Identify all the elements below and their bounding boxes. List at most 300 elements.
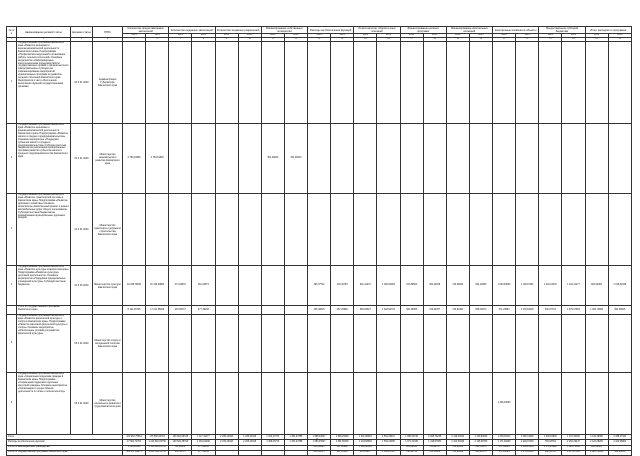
value-cell: [146, 42, 169, 124]
row-number: 3: [7, 194, 17, 266]
year-header: 2015: [238, 34, 261, 38]
total-value-cell: 2 149,30014: [446, 435, 469, 440]
value-cell: [585, 42, 608, 124]
value-cell: [284, 373, 307, 435]
total-value-cell: 898,33973: [469, 445, 492, 450]
column-number: 5: [123, 38, 146, 42]
value-cell: [261, 194, 284, 266]
value-cell: [331, 124, 354, 194]
value-cell: [493, 124, 516, 194]
total-value-cell: 1 068,31000: [516, 435, 539, 440]
value-cell: 8 121,35745: [123, 306, 146, 315]
value-cell: 723,94452: [446, 306, 469, 315]
total-value-cell: 467,20986: [331, 450, 354, 455]
total-value-cell: 17 562,72700: [123, 440, 146, 445]
value-cell: [539, 194, 562, 266]
total-value-cell: 1 171,20000: [493, 440, 516, 445]
value-cell: 1 122,41477: [562, 266, 585, 306]
row-executor: Министерство социального развития и труда Камчатского края: [93, 373, 123, 435]
total-value-cell: 1 564,28401: [377, 435, 400, 440]
total-value-cell: 477,39158: [192, 450, 215, 455]
row-name: Государственная программа Камчатского края «Развитие транспортной системы в Камчатском крае» Подпрограмма «Развитие дорожного хозяйства» Основное мероприятие «Капитальный ремонт и ремонт автомобильных дорог общего пользования» Субсидии местным бюджетам на формирование муниципальных дорожных фондов: [17, 194, 71, 266]
value-cell: [469, 315, 492, 373]
total-value-cell: 1 235,93113: [493, 435, 516, 440]
total-value-cell: 1 102,50440: [446, 440, 469, 445]
value-cell: [608, 42, 631, 124]
value-cell: [331, 315, 354, 373]
total-value-cell: 1 588,42827: [308, 435, 331, 440]
value-cell: 2 784,61839: [123, 124, 146, 194]
total-value-cell: 1 071,31345: [400, 440, 423, 445]
value-cell: [238, 315, 261, 373]
year-header: 2014: [308, 34, 331, 38]
value-cell: [400, 315, 423, 373]
total-row: [7, 450, 632, 455]
total-value-cell: 1 361,27388: [284, 440, 307, 445]
value-cell: 831,29256: [469, 266, 492, 306]
total-value-cell: 1 583,45527: [308, 440, 331, 445]
total-value-cell: 1 591,55436: [331, 440, 354, 445]
value-cell: [539, 124, 562, 194]
row-code: 05 3 01 4040: [71, 315, 93, 373]
total-value-cell: 1 149 820,20710: [146, 445, 169, 450]
table-row: [7, 373, 632, 435]
row-name: Итого по государственной программе Камчатского края: [17, 306, 71, 315]
value-cell: [354, 315, 377, 373]
total-value-cell: 1 314,37273: [261, 435, 284, 440]
total-value-cell: 1 103,68384: [354, 440, 377, 445]
value-cell: 302,07743: [539, 306, 562, 315]
value-cell: [238, 306, 261, 315]
total-value-cell: 6 628,76238: [423, 435, 446, 440]
total-value-cell: 20,00000: [169, 445, 192, 450]
column-number: 6: [146, 38, 169, 42]
total-value-cell: 728,94452: [446, 445, 469, 450]
value-cell: [331, 42, 354, 124]
total-value-cell: 1 197,36160: [562, 435, 585, 440]
year-header: 2014: [446, 34, 469, 38]
value-cell: [446, 42, 469, 124]
column-number: 12: [284, 38, 307, 42]
value-cell: [446, 373, 469, 435]
row-executor: Министерство транспорта и дорожного строительства Камчатского края: [93, 194, 123, 266]
value-cell: [169, 124, 192, 194]
value-cell: [585, 124, 608, 194]
total-value-cell: 992,03743: [539, 450, 562, 455]
row-executor: Министерство культуры Камчатского края: [93, 266, 123, 306]
value-cell: 467,20986: [331, 306, 354, 315]
value-cell: [123, 194, 146, 266]
total-value-cell: 655,04217: [354, 450, 377, 455]
table-header: [7, 27, 632, 42]
total-value-cell: 1 245 024,32735: [146, 450, 169, 455]
total-value-cell: 1 093,23722: [377, 450, 400, 455]
total-value-cell: 1 225,44018: [238, 435, 261, 440]
value-cell: [308, 194, 331, 266]
year-header: 2014: [354, 34, 377, 38]
value-cell: [192, 373, 215, 435]
value-cell: 1 424,34476: [539, 266, 562, 306]
value-cell: 391,41237: [354, 266, 377, 306]
total-value-cell: [284, 450, 307, 455]
total-value-cell: 1 240,81840: [539, 435, 562, 440]
value-cell: 351,46000: [261, 124, 284, 194]
value-cell: [123, 42, 146, 124]
total-value-cell: 2 215,44018: [215, 440, 238, 445]
value-cell: [238, 124, 261, 194]
value-cell: [238, 42, 261, 124]
value-cell: [215, 373, 238, 435]
value-cell: [284, 266, 307, 306]
value-cell: [539, 42, 562, 124]
total-value-cell: 1 064,02490: [192, 440, 215, 445]
value-cell: 435,40815: [308, 306, 331, 315]
value-cell: [284, 194, 307, 266]
column-number: 7: [169, 38, 192, 42]
value-cell: [469, 42, 492, 124]
value-cell: [516, 194, 539, 266]
table-row: [7, 42, 632, 124]
value-cell: [562, 124, 585, 194]
total-value-cell: [238, 450, 261, 455]
value-cell: [238, 373, 261, 435]
value-cell: [215, 306, 238, 315]
total-value-cell: 2 225,44818: [238, 440, 261, 445]
value-cell: [261, 373, 284, 435]
value-cell: [516, 42, 539, 124]
value-cell: 1 002,52383: [377, 266, 400, 306]
value-cell: 732,96944: [446, 266, 469, 306]
total-value-cell: 1 009,20320: [123, 445, 146, 450]
column-number: 15: [354, 38, 377, 42]
row-code: 03 3 01 4040: [71, 124, 93, 194]
total-value-cell: 1 011,88394: [354, 435, 377, 440]
value-cell: [446, 315, 469, 373]
value-cell: [238, 194, 261, 266]
year-header: 2014: [123, 34, 146, 38]
row-number: [7, 306, 17, 315]
year-header: 2015: [192, 34, 215, 38]
header-group: Количество выданных заключений: [169, 27, 215, 34]
page-number: 2: [316, 437, 318, 441]
value-cell: [493, 42, 516, 124]
total-value-cell: 1 130,90000: [469, 435, 492, 440]
value-cell: [377, 124, 400, 194]
column-number: 24: [562, 38, 585, 42]
row-number: 1: [7, 42, 17, 124]
value-cell: [493, 194, 516, 266]
value-cell: [261, 315, 284, 373]
value-cell: [516, 315, 539, 373]
total-value-cell: 156 504,56728: [169, 435, 192, 440]
total-value-cell: 435,40825: [308, 445, 331, 450]
year-header: 2015: [146, 34, 169, 38]
value-cell: 435,37742: [308, 266, 331, 306]
value-cell: [261, 306, 284, 315]
value-cell: 351,46000: [284, 124, 307, 194]
total-value-cell: 435,40815: [308, 450, 331, 455]
year-header: 2015: [377, 34, 400, 38]
value-cell: [516, 124, 539, 194]
year-header: 2015: [284, 34, 307, 38]
value-cell: [562, 373, 585, 435]
total-value-cell: 2 122,28200: [585, 440, 608, 445]
row-number: 5: [7, 315, 17, 373]
total-value-cell: 4 102,95900: [608, 440, 631, 445]
year-header: 2014: [169, 34, 192, 38]
header-group: Финансирование капитальных вложений: [446, 27, 492, 34]
header-group: Предоставление субсидий бюджетам: [539, 27, 585, 34]
value-cell: [215, 194, 238, 266]
value-cell: 17 211,35260: [146, 306, 169, 315]
value-cell: [400, 194, 423, 266]
value-cell: [192, 124, 215, 194]
value-cell: 923,62081: [585, 266, 608, 306]
value-cell: 10 148,29854: [146, 266, 169, 306]
column-number: 2: [17, 38, 71, 42]
year-header: 2015: [331, 34, 354, 38]
header-group: Уплата налогов, сборов и иных платежей: [354, 27, 400, 34]
value-cell: 1 128,97461: [516, 266, 539, 306]
row-code: 06 0 01 4040: [71, 373, 93, 435]
value-cell: [308, 42, 331, 124]
value-cell: [308, 315, 331, 373]
header-num: № п/п: [7, 27, 17, 38]
total-value-cell: 477,39158: [192, 445, 215, 450]
total-value-cell: 868,22973: [469, 450, 492, 455]
column-number: 17: [400, 38, 423, 42]
value-cell: 2 784,61839: [146, 124, 169, 194]
value-cell: 858,33973: [469, 306, 492, 315]
value-cell: [539, 373, 562, 435]
header-group: Расходы на обеспечение функций: [308, 27, 354, 34]
column-number: 14: [331, 38, 354, 42]
total-value-cell: 4 338,37164: [608, 435, 631, 440]
value-cell: [585, 315, 608, 373]
value-cell: 1 019,52128: [608, 266, 631, 306]
total-value-cell: 1 218,37400: [516, 440, 539, 445]
total-value-cell: 1 118,80385: [354, 445, 377, 450]
column-number: 10: [238, 38, 261, 42]
total-value-cell: 2 254,19447: [562, 440, 585, 445]
row-name: Государственная программа Камчатского края «Развитие культуры в Камчатском крае» Подпрограмма «Развитие культурно-досуговой деятельности» Основное мероприятие «Поддержка муниципальных учреждений культуры» Субсидии местным бюджетам: [17, 266, 71, 306]
value-cell: [377, 42, 400, 124]
value-cell: [169, 194, 192, 266]
value-cell: 361,22872: [192, 266, 215, 306]
header-group: Итого расходов по программе: [585, 27, 632, 34]
header-group: Количество выданных разрешений: [216, 28, 260, 32]
year-header: 2014: [400, 34, 423, 38]
budget-table: [6, 26, 632, 456]
value-cell: 1 279,63403: [516, 306, 539, 315]
row-name: Государственная программа Камчатского края «Развитие физической культуры и спорта в Камчатском крае» Подпрограмма «Развитие массовой физической культуры и спорта» Основное мероприятие «Обеспечение условий для развития физической культуры»: [17, 315, 71, 373]
value-cell: [354, 194, 377, 266]
total-value-cell: 723,62747: [423, 445, 446, 450]
column-number: 13: [308, 38, 331, 42]
header-executor: ГРБС: [93, 27, 123, 38]
column-number: 8: [192, 38, 215, 42]
value-cell: [469, 124, 492, 194]
row-executor: [93, 306, 123, 315]
column-number: 3: [71, 38, 93, 42]
value-cell: [284, 306, 307, 315]
column-number: 19: [446, 38, 469, 42]
value-cell: 477,39158: [192, 306, 215, 315]
column-number: 1: [7, 38, 17, 42]
total-value-cell: 1 219 810,00750: [146, 440, 169, 445]
value-cell: 722,89594: [400, 266, 423, 306]
total-value-cell: 796,44753: [400, 450, 423, 455]
total-value-cell: 1 218,57830: [423, 440, 446, 445]
table-body: [7, 42, 632, 456]
value-cell: [261, 266, 284, 306]
total-value-cell: 1 023,74659: [562, 445, 585, 450]
year-header: 2015: [562, 34, 585, 38]
value-cell: [123, 373, 146, 435]
total-label: Итого по межбюджетным трансфертам: [7, 445, 123, 450]
total-value-cell: 1 172,23860: [539, 445, 562, 450]
column-number: 21: [493, 38, 516, 42]
column-number: 18: [423, 38, 446, 42]
value-cell: [238, 266, 261, 306]
value-cell: [215, 124, 238, 194]
row-code: 04 0 01 4040: [71, 194, 93, 266]
header-group: Капитальные вложения в объекты: [493, 27, 539, 34]
total-value-cell: 291,56747: [169, 450, 192, 455]
value-cell: [423, 373, 446, 435]
row-executor: Администрация Губернатора Камчатского края: [93, 42, 123, 124]
value-cell: 1 003,93030: [493, 266, 516, 306]
column-number: 26: [608, 38, 631, 42]
row-code: 03 0 01 4040: [71, 42, 93, 124]
value-cell: [169, 315, 192, 373]
year-header: 2015: [608, 34, 631, 38]
value-cell: [516, 373, 539, 435]
total-value-cell: [215, 450, 238, 455]
value-cell: 1 075,97663: [562, 306, 585, 315]
value-cell: [261, 42, 284, 124]
total-value-cell: 471,23894: [493, 450, 516, 455]
total-value-cell: 1 096,52745: [400, 435, 423, 440]
row-number: 2: [7, 124, 17, 194]
total-label: Итого: [7, 435, 123, 440]
total-value-cell: 1 361,27388: [284, 435, 307, 440]
total-value-cell: 1 117,19177: [192, 435, 215, 440]
total-label: Расходы на обеспечение функций: [7, 440, 123, 445]
value-cell: 993,28525: [608, 306, 631, 315]
column-number: 25: [585, 38, 608, 42]
value-cell: [354, 373, 377, 435]
row-name: Государственная программа Камчатского края «Социальная поддержка граждан в Камчатском крае» Подпрограмма «Социальная поддержка отдельных категорий граждан» Основное мероприятие «Организация и осуществление деятельности по опеке и попечительству»: [17, 373, 71, 435]
value-cell: [493, 315, 516, 373]
value-cell: [423, 124, 446, 194]
header-group: Финансирование собственных полномочий: [261, 27, 307, 34]
total-value-cell: 175 560,63718: [146, 435, 169, 440]
header-name: Наименование целевой статьи: [17, 27, 71, 38]
value-cell: [377, 194, 400, 266]
value-cell: [192, 194, 215, 266]
value-cell: 1 323,94723: [377, 306, 400, 315]
value-cell: [400, 42, 423, 124]
total-value-cell: 2 125,38700: [469, 440, 492, 445]
value-cell: [331, 194, 354, 266]
value-cell: 723,62787: [423, 306, 446, 315]
row-name: Государственная программа Камчатского края «Развитие экономики и внешнеэкономической деятельности Камчатского края» Подпрограмма «Развитие малого и среднего предпринимательства» Основное мероприятие «Поддержка субъектов малого и среднего предпринимательства» Субсидии местным бюджетам на реализацию муниципальных программ развития субъектов малого и среднего предпринимательства Камчатского края: [17, 124, 71, 194]
value-cell: [308, 124, 331, 194]
value-cell: [446, 124, 469, 194]
total-value-cell: 467,20986: [331, 445, 354, 450]
value-cell: [331, 373, 354, 435]
value-cell: [608, 194, 631, 266]
value-cell: [446, 194, 469, 266]
column-number: 20: [469, 38, 492, 42]
value-cell: [608, 124, 631, 194]
year-header: 2014: [215, 34, 238, 38]
value-cell: 291,56747: [169, 306, 192, 315]
table-row: [7, 266, 632, 306]
value-cell: [423, 194, 446, 266]
year-header: 2014: [585, 34, 608, 38]
value-cell: [562, 42, 585, 124]
total-value-cell: 4 129,38300: [585, 435, 608, 440]
total-value-cell: 1 089,23630: [516, 445, 539, 450]
value-cell: [146, 315, 169, 373]
value-cell: [423, 42, 446, 124]
value-cell: [539, 315, 562, 373]
value-cell: 364,42168: [423, 266, 446, 306]
value-cell: [562, 194, 585, 266]
value-cell: [469, 373, 492, 435]
value-cell: [169, 373, 192, 435]
table-row: [7, 306, 632, 315]
value-cell: [354, 42, 377, 124]
column-number: 22: [516, 38, 539, 42]
value-cell: 471,23894: [493, 306, 516, 315]
value-cell: [400, 373, 423, 435]
header-group: Количество предоставляемых заключений: [123, 27, 169, 34]
year-header: 2015: [469, 34, 492, 38]
total-value-cell: [261, 450, 284, 455]
total-value-cell: 728,00952: [423, 450, 446, 455]
value-cell: [192, 315, 215, 373]
value-cell: [354, 124, 377, 194]
total-value-cell: 784,03784: [539, 440, 562, 445]
value-cell: [423, 315, 446, 373]
value-cell: [585, 194, 608, 266]
value-cell: [377, 373, 400, 435]
value-cell: [146, 194, 169, 266]
total-value-cell: 461,82830: [400, 445, 423, 450]
table-row: [7, 194, 632, 266]
row-number: 6: [7, 373, 17, 435]
total-value-cell: 2 235,44018: [215, 435, 238, 440]
row-number: 4: [7, 266, 17, 306]
value-cell: [377, 315, 400, 373]
value-cell: 471,09070: [169, 266, 192, 306]
column-number: 23: [539, 38, 562, 42]
value-cell: [608, 315, 631, 373]
total-label: Итого по государственной программе Камчатского края: [7, 450, 123, 455]
column-number: 11: [261, 38, 284, 42]
value-cell: 1 225,03000: [493, 373, 516, 435]
row-code: [71, 306, 93, 315]
value-cell: 365,03027: [354, 306, 377, 315]
table-row: [7, 315, 632, 373]
total-value-cell: 1 023,74659: [585, 450, 608, 455]
column-number: 4: [93, 38, 123, 42]
value-cell: 419,32783: [331, 266, 354, 306]
table-row: [7, 124, 632, 194]
